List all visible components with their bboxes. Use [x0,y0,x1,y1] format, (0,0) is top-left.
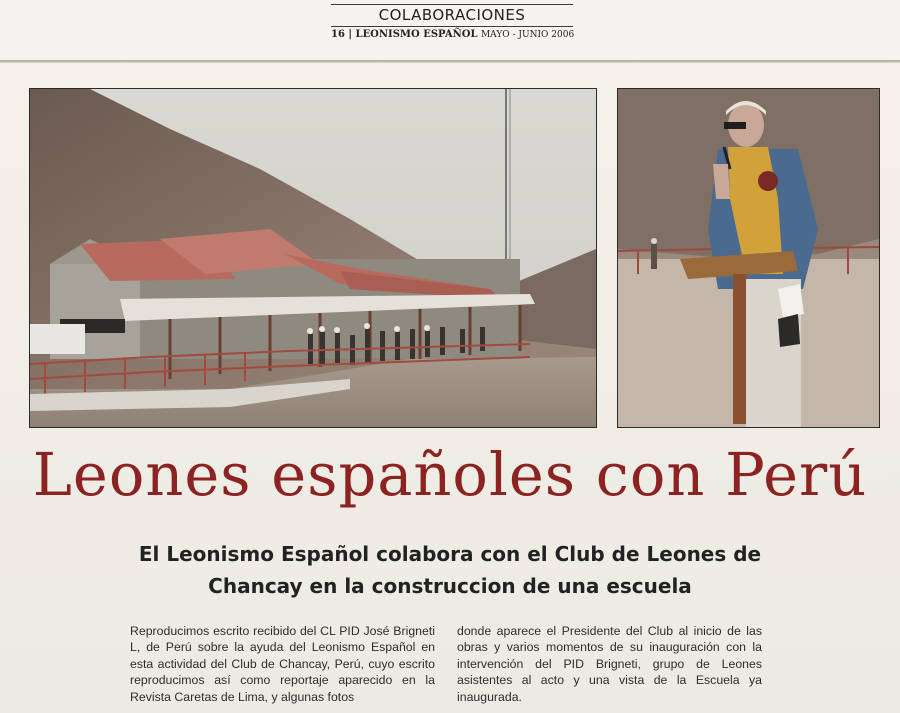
speaker-photo [617,88,880,428]
paper-fold-edge [0,60,900,63]
issue-line [331,29,573,40]
publication-name: LEONISMO ESPAÑOL [355,29,478,40]
school-building-photo [29,88,597,428]
page-number: 16 [331,29,345,40]
header-rule [331,4,573,5]
subhead-line: Chancay en la construccion de una escuela [208,574,692,598]
article-column-2 [457,623,762,705]
body-text: Reproducimos escrito recibido del CL PID José Brigneti L, de Perú sobre la ayuda del Leonismo Español en esta actividad del Club de Chancay, Perú, cuyo escrito reproducimos así como reportaje aparecido en la Revista Caretas de Lima, y algunas fotos [130,624,435,704]
issue-date: MAYO - JUNIO 2006 [480,30,575,40]
article-column-1 [130,623,435,705]
section-title: COLABORACIONES [378,6,526,24]
body-text: donde aparece el Presidente del Club al inicio de las obras y varios momentos de su inauguración con la intervención del PID Brigneti, grupo de Leones asistentes al acto y una vista de la Escuela ya inaugurada. [457,624,762,704]
article-headline: Leones españoles con Perú [32,440,868,509]
separator: | [348,29,356,40]
page-header [0,0,900,60]
header-rule [331,26,573,27]
subhead-line: El Leonismo Español colabora con el Club de Leones de [138,542,762,566]
article-subhead [80,538,820,602]
